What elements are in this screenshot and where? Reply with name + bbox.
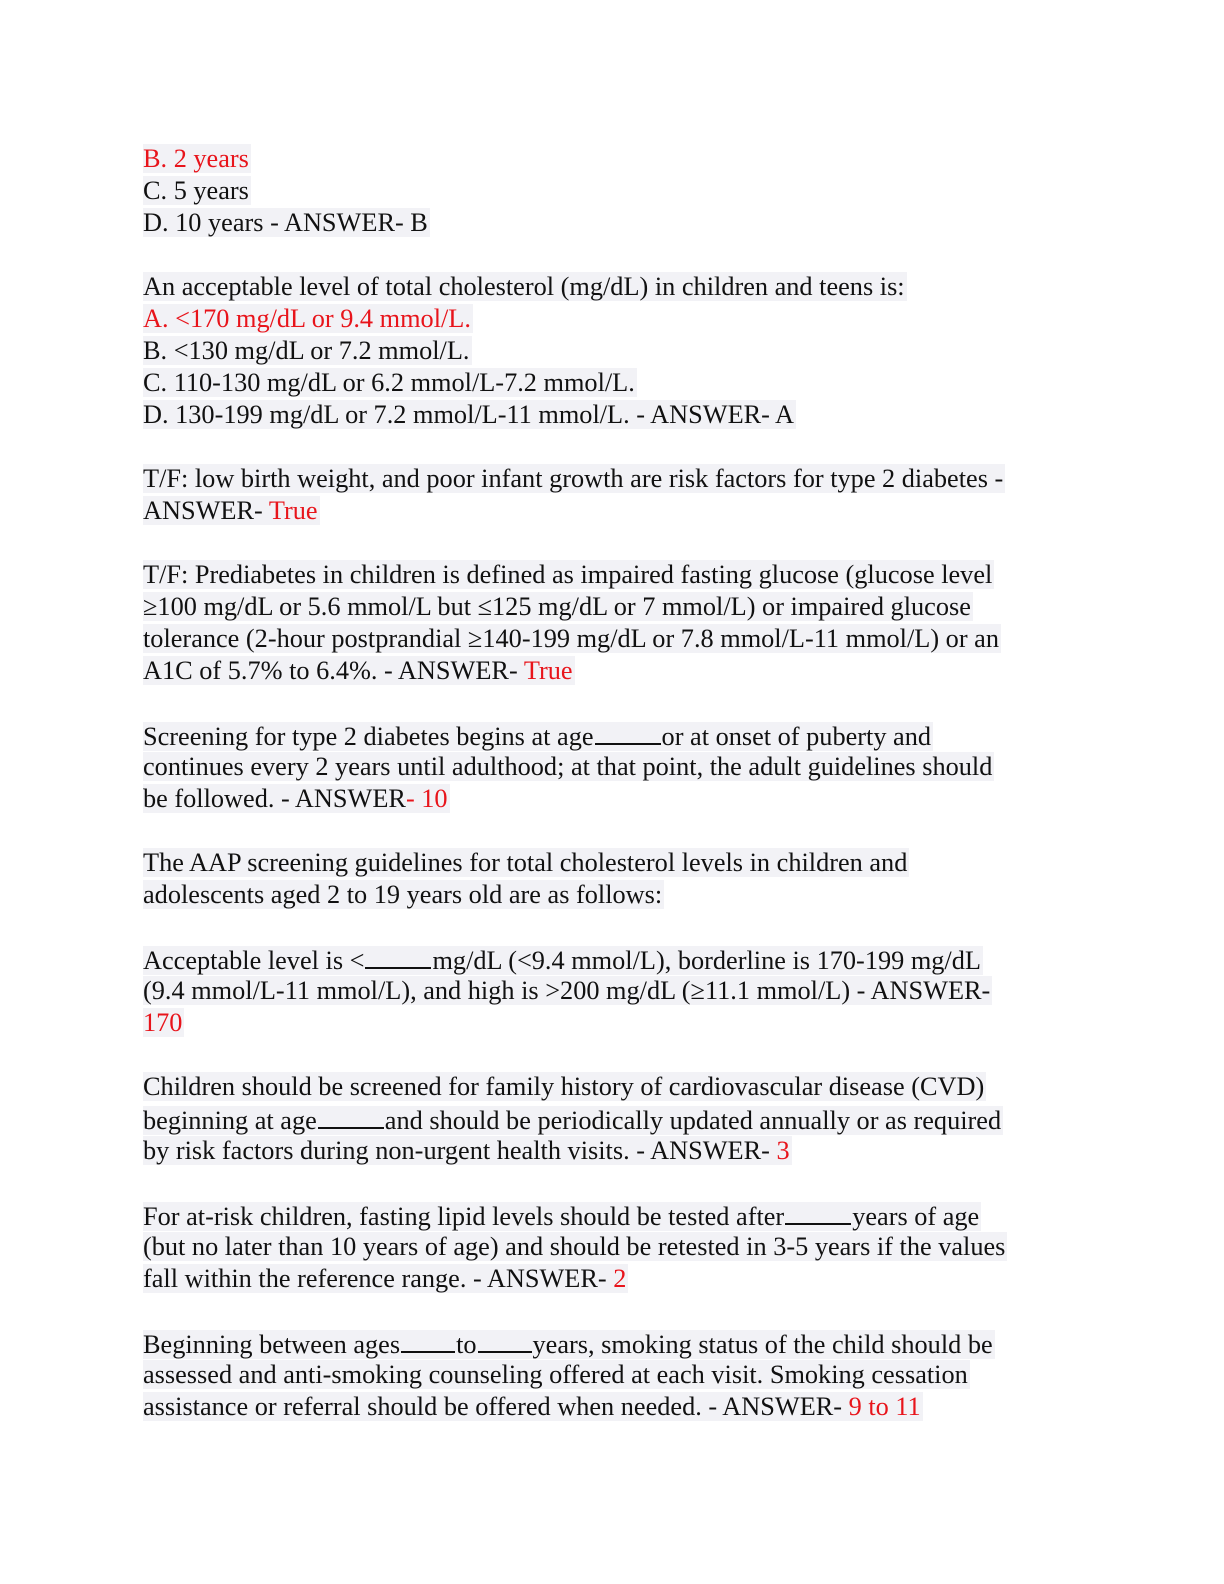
question-text: tolerance (2-hour postprandial ≥140-199 mg/dL or 7.8 mmol/L-11 mmol/L) or an [143,624,999,653]
question-text: T/F: low birth weight, and poor infant growth are risk factors for type 2 diabetes - [143,464,1004,493]
answer-value: True [523,656,573,685]
question-block-6 [143,847,1063,911]
fill-in-blank [478,1327,532,1353]
option-b-correct: B. 2 years [143,144,249,173]
answer-prefix: be followed. - ANSWER [143,784,406,813]
document-page [143,143,1063,1455]
question-block-7 [143,943,1063,1039]
question-block-2 [143,271,1063,431]
question-text: years of age [852,1202,980,1231]
question-text: Children should be screened for family history of cardiovascular disease (CVD) [143,1072,985,1101]
question-block-8 [143,1071,1063,1167]
answer-value: 170 [143,1008,183,1037]
option-c: C. 5 years [143,176,249,205]
question-text: and should be periodically updated annually or as required [384,1106,1002,1135]
question-text: Screening for type 2 diabetes begins at age [143,722,594,751]
question-text: ≥100 mg/dL or 5.6 mmol/L but ≤125 mg/dL or 7 mmol/L) or impaired glucose [143,592,971,621]
question-text: mg/dL (<9.4 mmol/L), borderline is 170-199 mg/dL [432,946,981,975]
fill-in-blank [318,1103,384,1129]
question-text: continues every 2 years until adulthood; at that point, the adult guidelines should [143,752,993,781]
answer-prefix: assistance or referral should be offered when needed. - ANSWER- [143,1392,849,1421]
fill-in-blank [401,1327,455,1353]
question-text: For at-risk children, fasting lipid levels should be tested after [143,1202,785,1231]
question-block-3 [143,463,1063,527]
question-block-1 [143,143,1063,239]
option-a-correct: A. <170 mg/dL or 9.4 mmol/L. [143,304,471,333]
answer-value: True [268,496,318,525]
option-b: B. <130 mg/dL or 7.2 mmol/L. [143,336,470,365]
question-stem: An acceptable level of total cholesterol (mg/dL) in children and teens is: [143,272,905,301]
question-text: Beginning between ages [143,1330,401,1359]
question-block-10 [143,1327,1063,1423]
question-text: beginning at age [143,1106,317,1135]
question-text: T/F: Prediabetes in children is defined as impaired fasting glucose (glucose level [143,560,993,589]
answer-value: 9 to 11 [848,1392,921,1421]
question-text: adolescents aged 2 to 19 years old are as follows: [143,880,663,909]
question-block-5 [143,719,1063,815]
answer-value: 3 [776,1136,790,1165]
question-text: to [456,1330,477,1359]
answer-prefix: ANSWER- [143,496,269,525]
question-block-9 [143,1199,1063,1295]
answer-prefix: fall within the reference range. - ANSWER- [143,1264,614,1293]
fill-in-blank [785,1199,851,1225]
answer-value: - 10 [405,784,448,813]
answer-prefix: A1C of 5.7% to 6.4%. - ANSWER- [143,656,524,685]
question-text: (but no later than 10 years of age) and should be retested in 3-5 years if the values [143,1232,1006,1261]
question-text: assessed and anti-smoking counseling offered at each visit. Smoking cessation [143,1360,968,1389]
question-text: or at onset of puberty and [661,722,932,751]
question-text: (9.4 mmol/L-11 mmol/L), and high is >200 mg/dL (≥11.1 mmol/L) - ANSWER- [143,976,991,1005]
fill-in-blank [595,719,661,745]
answer-value: 2 [613,1264,627,1293]
question-text: years, smoking status of the child should be [532,1330,993,1359]
fill-in-blank [365,943,431,969]
question-text: The AAP screening guidelines for total cholesterol levels in children and [143,848,908,877]
option-d-answer: D. 10 years - ANSWER- B [143,208,428,237]
option-c: C. 110-130 mg/dL or 6.2 mmol/L-7.2 mmol/L. [143,368,635,397]
question-block-4 [143,559,1063,687]
option-d-answer: D. 130-199 mg/dL or 7.2 mmol/L-11 mmol/L. - ANSWER- A [143,400,795,429]
answer-prefix: by risk factors during non-urgent health visits. - ANSWER- [143,1136,777,1165]
question-text: Acceptable level is < [143,946,365,975]
